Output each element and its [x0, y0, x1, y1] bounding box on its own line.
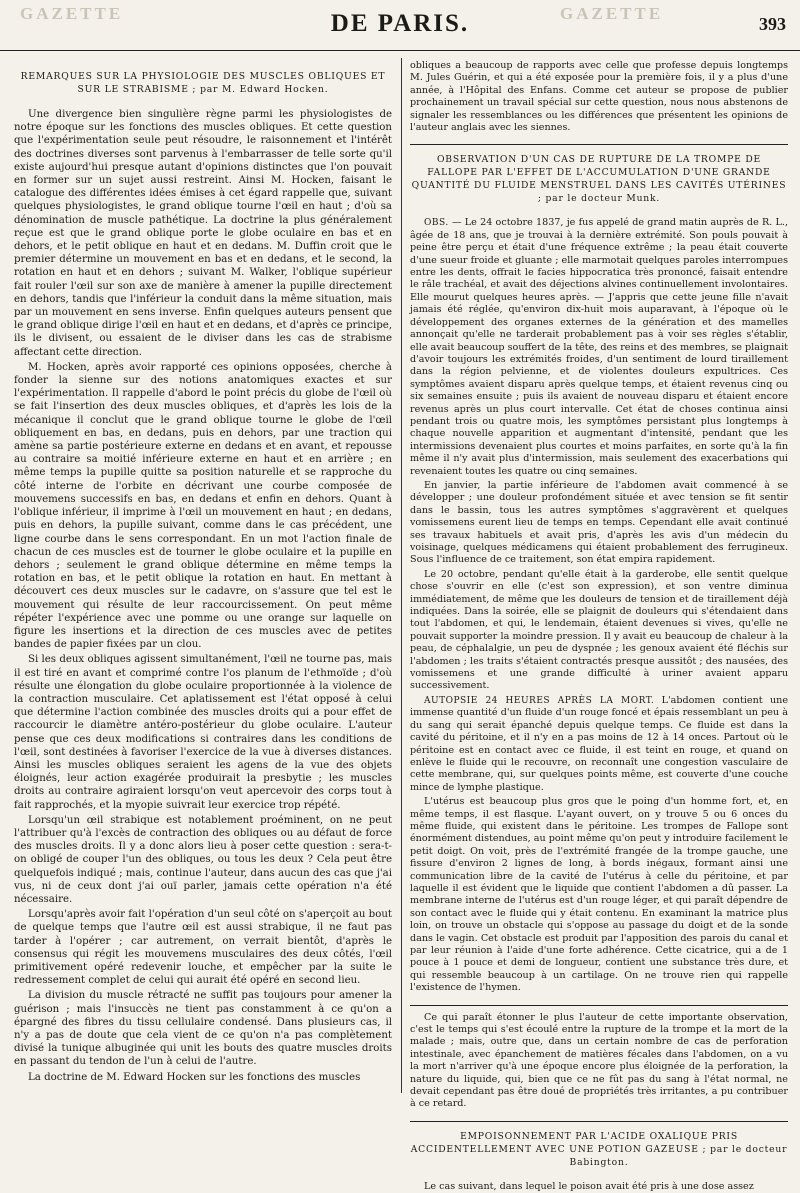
article-title-author: par M. Edward Hocken. [200, 84, 329, 95]
article-title-author: par le docteur Munk. [545, 193, 661, 205]
left-column [14, 60, 392, 1093]
paragraph: Le 20 octobre, pendant qu'elle était à la garderobe, elle sentit quelque chose s'ouvrir en elle (c'est son expression), et son ventre diminua immédiatement, de même que les douleurs de tension et de tiraillement déjà indiquées. Dans la soirée, elle se plaignit de douleurs qui s'étendaient dans tout l'abdomen, et qui, le lendemain, étaient devenues si vives, qu'elle ne pouvait supporter la moindre pression. Il y avait eu beaucoup de chaleur à la peau, de céphalalgie, un peu de dyspnée ; les genoux avaient été fléchis sur l'abdomen ; les traits s'étaient contractés presque aussitôt ; des nausées, des vomissemens et une grande difficulté à uriner avaient apparu successivement. [410, 568, 788, 692]
article-title-caps: OBSERVATION D'UN CAS DE RUPTURE DE LA TROMPE DE FALLOPE PAR L'EFFET DE L'ACCUMULATION D'UNE GRANDE QUANTITÉ DU FLUIDE MENSTRUEL DANS LES CAVITÉS UTÉRINES ; [411, 154, 787, 205]
paragraph: M. Hocken, après avoir rapporté ces opinions opposées, cherche à fonder la sienne sur des notions anatomiques exactes et sur l'expérimentation. Il rappelle d'abord le point précis du globe de l'œil où se fait l'insertion des deux muscles obliques, et d'après les lois de la mécanique il conclut que le grand oblique tourne le globe de l'œil obliquement en bas, en dedans, puis en dehors, par une traction qui amène sa partie postérieure externe en dedans et en avant, et repousse au contraire sa moitié inférieure externe en haut et en arrière ; en même temps la pupille quitte sa position naturelle et se rapproche du côté interne de l'orbite en décrivant une courbe composée de mouvemens successifs en bas, en dedans et enfin en dehors. Quant à l'oblique inférieur, il imprime à l'œil un mouvement en haut ; en dedans, puis en dehors, la pupille suivant, comme dans le cas précédent, une ligne courbe dans le sens correspondant. En un mot l'action finale de chacun de ces muscles est de tourner le globe oculaire et la pupille en dehors ; seulement le grand oblique détermine en même temps la rotation en bas, et le petit oblique la rotation en haut. En mettant à découvert ces deux muscles sur le cadavre, on s'assure que tel est le mouvement qui résulte de leur raccourcissement. On peut même répéter l'expérience avec une pomme ou une orange sur laquelle on figure les insertions et la direction de ces muscles avec de petites bandes de papier fixées par un clou. [14, 361, 392, 651]
right-column [410, 60, 789, 1192]
article-title-hocken [14, 70, 392, 96]
page-number: 393 [759, 14, 786, 34]
obs-label: OBS. [424, 218, 449, 229]
observation-paragraph [410, 217, 788, 478]
paragraph: Si les deux obliques agissent simultanément, l'œil ne tourne pas, mais il est tiré en avant et comprimé contre l'os planum de l'ethmoïde ; d'où résulte une élongation du globe oculaire proportionnée à la violence de la contraction musculaire. Cet aplatissement est l'état opposé à celui que détermine l'action combinée des muscles droits qui a pour effet de raccourcir le diamètre antéro-postérieur du globe oculaire. L'auteur pense que ces deux modifications si contraires dans les conditions de l'œil, sont destinées à favoriser l'exercice de la vue à diverses distances. Ainsi les muscles obliques seraient les agens de la vue des objets éloignés, leur action exagérée produirait la presbytie ; les muscles droits au contraire agiraient lorsqu'on veut apercevoir des corps tout à fait rapprochés, et la myopie suivrait leur exercice trop répété. [14, 654, 392, 811]
continued-paragraph: obliques a beaucoup de rapports avec celle que professe depuis longtemps M. Jules Guérin, et qui a été exposée pour la première fois, il y a plus d'une année, à l'Hôpital des Enfans. Comme cet auteur se propose de publier prochainement un travail spécial sur cette question, nous nous abstenons de signaler les ressemblances ou les différences que présentent les opinions de l'auteur anglais avec les siennes. [410, 60, 788, 134]
paragraph: Lorsqu'après avoir fait l'opération d'un seul côté on s'aperçoit au bout de quelque temps que l'autre œil est aussi strabique, il ne faut pas tarder à l'opérer ; car autrement, on verrait bientôt, d'après le consensus qui régit les mouvemens musculaires des deux côtés, l'œil primitivement opéré redevenir louche, et empêcher par la suite le redressement complet de celui qui aurait été opéré en second lieu. [14, 909, 392, 987]
section-rule [410, 1005, 788, 1006]
bleed-through-text-right: GAZETTE [560, 4, 664, 23]
obs-text: — Le 24 octobre 1837, je fus appelé de grand matin auprès de R. L., âgée de 18 ans, que je trouvai à la dernière extrémité. Son pouls pouvait à peine être perçu et était d'une fréquence extrême ; la peau était couverte d'une sueur froide et gluante ; elle marmotait quelques paroles interrompues entre les dents, offrait le facies hippocratica très prononcé, faisait entendre le râle trachéal, et avait des déjections alvines continuellement involontaires. Elle mourut quelques heures après. — J'appris que cette jeune fille n'avait jamais été réglée, qu'environ dix-huit mois auparavant, à l'époque où le développement des organes externes de la génération et des mamelles annonçait qu'elle ne tarderait probablement pas à voir ses règles s'établir, elle avait beaucoup souffert de la tête, des reins et des membres, se plaignait d'avoir toujours les extrémités froides, d'un sentiment de lourd tiraillement dans la région pelvienne, et de violentes douleurs expultrices. Ces symptômes avaient disparu après quelque temps, et étaient revenus cinq ou six semaines ensuite ; puis ils avaient de nouveau disparu et étaient encore revenus après un plus court intervalle. Cet état de choses continua ainsi pendant trois ou quatre mois, les symptômes persistant plus longtemps à chaque nouvelle apparition et augmentant d'intensité, pendant que les intermissions devenaient plus courtes et moins parfaites, en sorte qu'à la fin même il n'y avait plus d'intermission, mais seulement des exacerbations qui revenaient toutes les quatre ou cinq semaines. [410, 217, 788, 477]
paragraph: La division du muscle rétracté ne suffit pas toujours pour amener la guérison ; mais l'insuccès ne tient pas constamment à ce qu'on a épargné des fibres du tissu cellulaire condensé. Dans plusieurs cas, il n'y a pas de doute que cela vient de ce qu'on n'a pas complètement divisé la tunique albuginée qui unit les bouts des quatre muscles droits en passant du tendon de l'un à celui de l'autre. [14, 990, 392, 1068]
article-title-munk [410, 144, 788, 205]
autopsy-label: AUTOPSIE 24 HEURES APRÈS LA MORT. [424, 695, 655, 706]
paragraph: Une divergence bien singulière règne parmi les physiologistes de notre époque sur les fonctions des muscles obliques. Et cette question que l'expérimentation seule peut résoudre, le raisonnement et l'intérêt des doctrines diverses sont parvenus à l'embarrasser de telle sorte qu'il existe aujourd'hui presque autant d'opinions distinctes que l'on pouvait en former sur un sujet aussi restreint. Ainsi M. Hocken, faisant le catalogue des différentes idées émises à cet égard rappelle que, suivant quelques physiologistes, le grand oblique tourne l'œil en haut ; d'où sa dénomination de muscle pathétique. La doctrine la plus généralement reçue est que le grand oblique porte le globe oculaire en bas et en dehors, et le petit oblique en haut et en dedans. M. Duffin croit que le premier détermine un mouvement en bas et en dedans, et le second, la rotation en haut et en dehors ; suivant M. Walker, l'oblique supérieur fait rouler l'œil sur son axe de manière à amener la pupille directement en dehors, tandis que l'inférieur la conduit dans la même situation, mais par un mouvement en sens inverse. Enfin quelques auteurs pensent que le grand oblique dirige l'œil en haut et en dedans, et d'après ce principe, ils le divisent, ou essaient de le diviser dans les cas de strabisme affectant cette direction. [14, 109, 392, 358]
masthead-title: DE PARIS. [330, 10, 470, 37]
article-title-author: par le docteur Babington. [569, 1143, 788, 1168]
article-title-caps: EMPOISONNEMENT PAR L'ACIDE OXALIQUE PRIS ACCIDENTELLEMENT AVEC UNE POTION GAZEUSE ; [410, 1130, 738, 1155]
paragraph: En janvier, la partie inférieure de l'abdomen avait commencé à se développer ; une douleur profondément située et avec tension se fit sentir dans le bassin, tous les autres symptômes s'aggravèrent et quelques vomissemens eurent lieu de temps en temps. Cependant elle avait continué ses travaux habituels et avait pris, d'après les avis d'un médecin du voisinage, quelques médicamens qui étaient probablement des ferrugineux. Sous l'influence de ce traitement, son état empira rapidement. [410, 479, 788, 566]
paragraph: Lorsqu'un œil strabique est notablement proéminent, on ne peut l'attribuer qu'à l'excès de contraction des obliques ou au défaut de force des muscles droits. Il y a donc alors lieu à poser cette question : sera-t-on obligé de couper l'un des obliques, ou tous les deux ? Cela peut être quelquefois indiqué ; mais, continue l'auteur, dans aucun des cas que j'ai vus, ni de ceux dont j'ai ouï parler, jamais cette opération n'a été nécessaire. [14, 814, 392, 905]
paragraph: Le cas suivant, dans lequel le poison avait été pris à une dose assez [424, 1180, 754, 1192]
autopsy-text: L'abdomen contient une immense quantité d'un fluide d'un rouge foncé et épais ressemblant un peu à du sang qui serait épanché depuis quelque temps. Ce fluide est dans la cavité du péritoine, et il n'y en a pas moins de 12 à 14 onces. Partout où le péritoine est en contact avec ce fluide, il est teint en rouge, et quand on enlève le fluide qui le recouvre, on reconnaît une congestion vasculaire de cette membrane, qui, sur quelques points même, est couverte d'une couche mince de lymphe plastique. [410, 694, 789, 793]
paragraph: La doctrine de M. Edward Hocken sur les fonctions des muscles [28, 1071, 361, 1083]
autopsy-paragraph [410, 695, 788, 794]
column-divider [401, 58, 402, 1093]
bleed-through-text: GAZETTE [20, 4, 124, 23]
paragraph: L'utérus est beaucoup plus gros que le poing d'un homme fort, et, en même temps, il est flasque. L'ayant ouvert, on y trouve 5 ou 6 onces du même fluide, qui existent dans le péritoine. Les trompes de Fallope sont énormément distendues, au point même qu'on peut y introduire facilement le petit doigt. On voit, près de l'extrémité frangée de la trompe gauche, une fissure d'environ 2 lignes de long, à bords inégaux, formant ainsi une communication libre de la cavité de l'utérus à celle du péritoine, et par laquelle il est évident que le liquide que contient l'abdomen a dû passer. La membrane interne de l'utérus est d'un rouge léger, et qui paraît dépendre de son contact avec le fluide qui y était contenu. En examinant la matrice plus loin, on trouve un obstacle qui s'oppose au passage du doigt et de la sonde dans le vagin. Cet obstacle est produit par l'apposition des parois du canal et par leur réunion à l'aide d'une forte adhérence. Cette cicatrice, qui a de 1 pouce à 1 pouce et demi de longueur, contient une substance très dure, et qui ressemble beaucoup à un cartilage. On ne trouve rien qui rappelle l'existence de l'hymen. [410, 796, 788, 994]
article-title-babington [410, 1121, 788, 1169]
paragraph: Ce qui paraît étonner le plus l'auteur de cette importante observation, c'est le temps qui s'est écoulé entre la rupture de la trompe et la mort de la malade ; mais, outre que, dans un certain nombre de cas de perforation intestinale, avec épanchement de matières fécales dans l'abdomen, on a vu la mort n'arriver qu'à une époque encore plus éloignée de la perforation, la nature du liquide, qui, bien que ce ne fût pas du sang à l'état normal, ne devait cependant pas être doué de propriétés très irritantes, a pu contribuer à ce retard. [410, 1011, 788, 1110]
article-title-caps: REMARQUES SUR LA PHYSIOLOGIE DES MUSCLES OBLIQUES ET SUR LE STRABISME ; [20, 71, 386, 95]
page-header [0, 0, 800, 51]
